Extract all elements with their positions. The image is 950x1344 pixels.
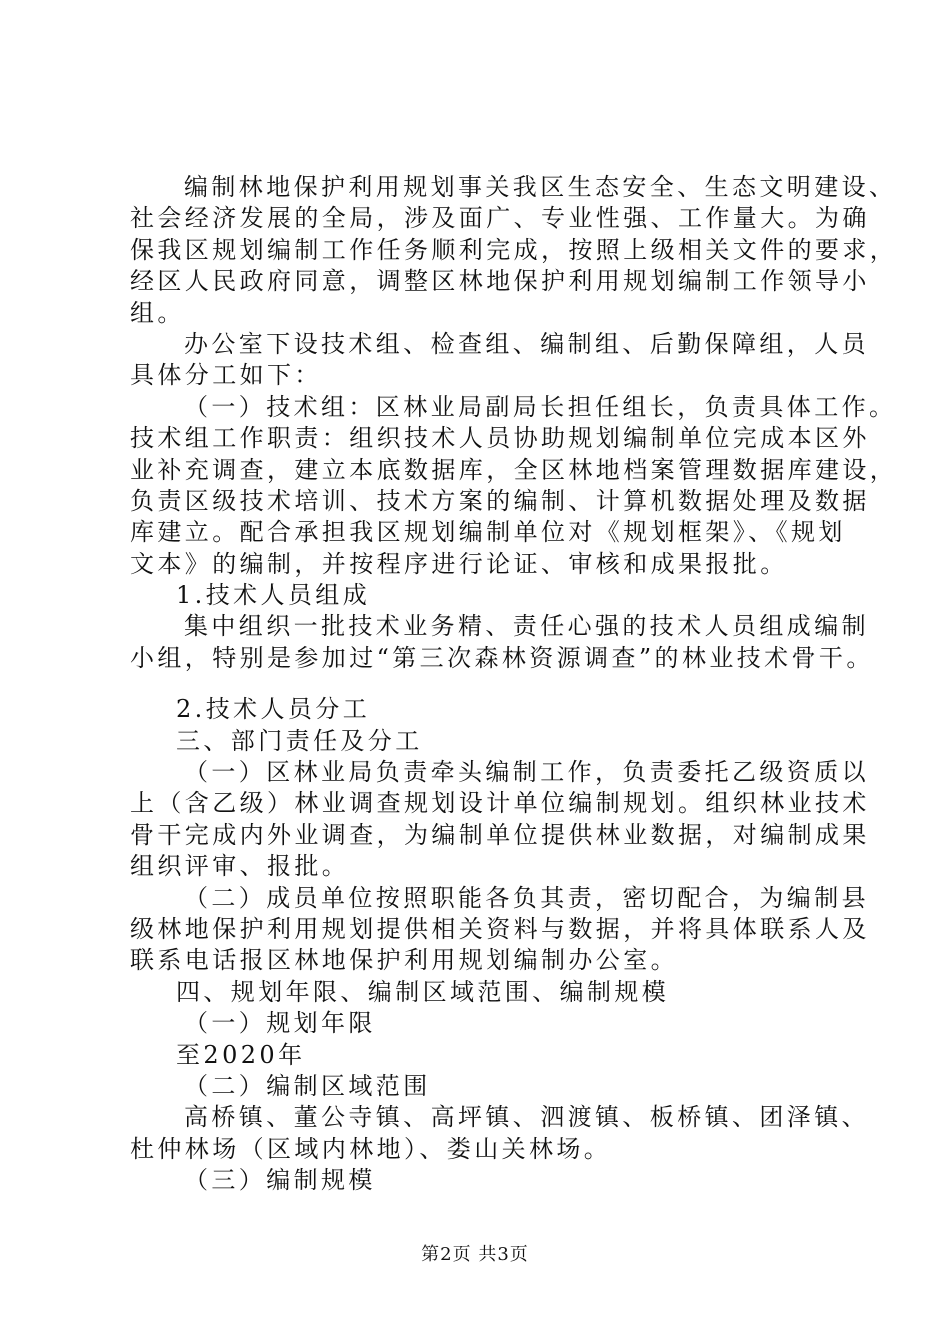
text-line: 保我区规划编制工作任务顺利完成，按照上级相关文件的要求， (130, 235, 898, 264)
text-line: 办公室下设技术组、检查组、编制组、后勤保障组，人员 (184, 329, 869, 358)
text-line: （二）成员单位按照职能各负其责，密切配合，为编制县 (184, 883, 869, 912)
text-line: 经区人民政府同意，调整区林地保护利用规划编制工作领导小 (130, 267, 870, 296)
document-body (130, 172, 898, 1197)
text-line: 组织评审、报批。 (130, 852, 350, 881)
text-line: （一）区林业局负责牵头编制工作，负责委托乙级资质以 (184, 758, 869, 787)
text-line: 联系电话报区林地保护利用规划编制办公室。 (130, 946, 678, 975)
text-line: 负责区级技术培训、技术方案的编制、计算机数据处理及数据 (130, 486, 870, 515)
text-line: 业补充调查，建立本底数据库，全区林地档案管理数据库建设， (130, 455, 898, 484)
text-line: 编制林地保护利用规划事关我区生态安全、生态文明建设、 (184, 173, 897, 201)
text-line: 1.技术人员组成 (176, 581, 371, 610)
text-line: 骨干完成内外业调查，为编制单位提供林业数据，对编制成果 (130, 820, 870, 849)
paragraph-gap (130, 674, 836, 694)
text-line: （二）编制区域范围 (184, 1071, 431, 1100)
text-line: 社会经济发展的全局，涉及面广、专业性强、工作量大。为确 (130, 204, 870, 233)
text-line: 杜仲林场（区域内林地）、娄山关林场。 (130, 1134, 612, 1163)
text-line: 具体分工如下： (130, 361, 322, 390)
text-line: 小组，特别是参加过“第三次森林资源调查”的林业技术骨干。 (130, 643, 874, 672)
text-line: 高桥镇、董公寺镇、高坪镇、泗渡镇、板桥镇、团泽镇、 (184, 1103, 869, 1132)
text-line: 技术组工作职责：组织技术人员协助规划编制单位完成本区外 (130, 424, 870, 453)
page-footer: 第2页 共3页 (421, 1244, 529, 1265)
text-line: 2.技术人员分工 (176, 695, 371, 724)
text-line: 集中组织一批技术业务精、责任心强的技术人员组成编制 (184, 612, 869, 641)
text-line: 至2020年 (176, 1040, 306, 1069)
text-line: （一）规划年限 (184, 1009, 376, 1038)
text-line: 级林地保护利用规划提供相关资料与数据，并将具体联系人及 (130, 914, 870, 943)
text-line: （三）编制规模 (184, 1166, 376, 1195)
text-line: 上（含乙级）林业调查规划设计单位编制规划。组织林业技术 (130, 789, 870, 818)
text-line: 四、规划年限、编制区域范围、编制规模 (176, 977, 670, 1006)
text-line: 组。 (130, 298, 185, 327)
text-line: 三、部门责任及分工 (176, 726, 423, 755)
text-line: 文本》的编制，并按程序进行论证、审核和成果报批。 (130, 549, 788, 578)
text-line: （一）技术组：区林业局副局长担任组长，负责具体工作。 (184, 392, 897, 421)
text-line: 库建立。配合承担我区规划编制单位对《规划框架》、《规划 (130, 518, 846, 547)
